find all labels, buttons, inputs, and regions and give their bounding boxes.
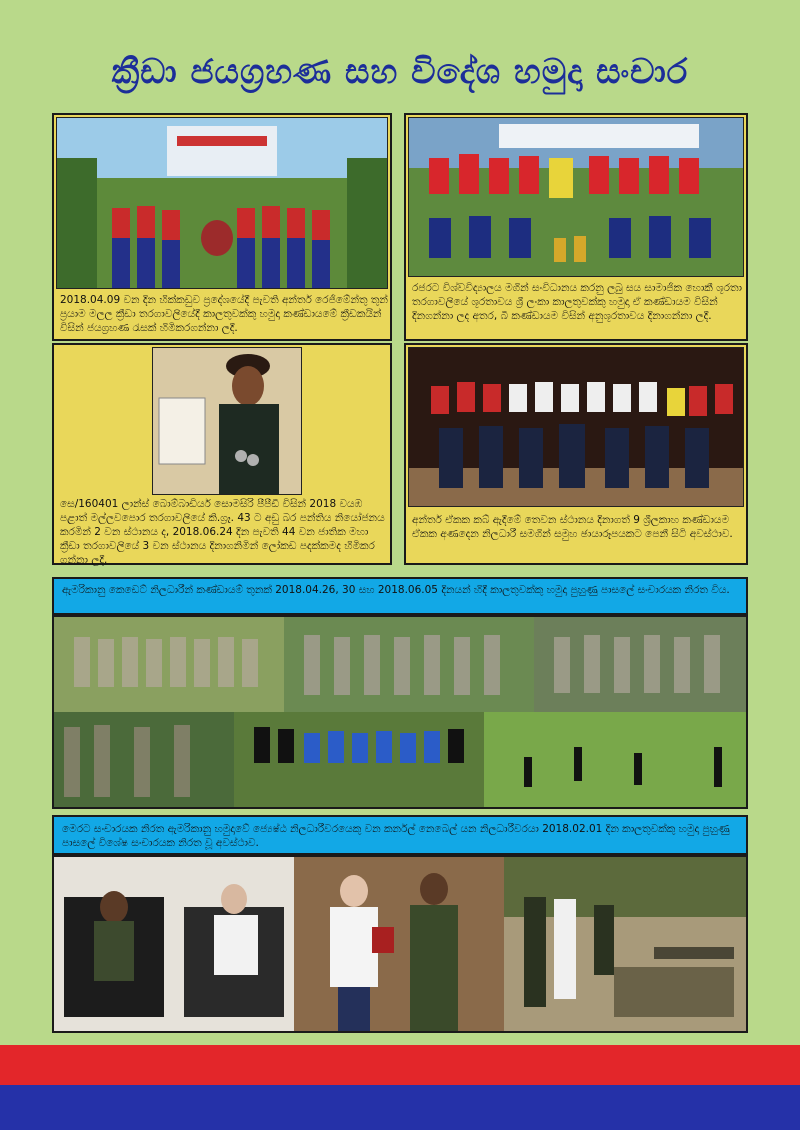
bottom-stripe-red bbox=[0, 1045, 800, 1085]
panel-cadets-visit-caption-bar bbox=[52, 577, 748, 615]
page-title: ක්‍රීඩා ජයග්‍රහණ සහ විදේශ හමුදා සංචාර bbox=[111, 52, 689, 92]
photo-wrestler-medal bbox=[152, 347, 302, 495]
panel-athletics bbox=[52, 113, 392, 341]
photo-tug-of-war-team bbox=[408, 347, 744, 507]
bottom-stripe-blue bbox=[0, 1085, 800, 1130]
panel-wrestling bbox=[52, 343, 392, 565]
panel-colonel-visit-caption-bar bbox=[52, 815, 748, 855]
panel-cadets-visit-caption: ඇමරිකානු කෙඩෙට් නිලධාරීන් කණ්ඩායම් තුනක් 2018.04.26, 30 සහ 2018.06.05 දිනයන් හිදී කාලතුවක්කු හමුදා පුහුණු පාසලේ සංචාරයක නිරත විය. bbox=[62, 584, 730, 596]
panel-wrestling-caption: සෙ/160401 ලාන්ස් බොම්බාඩියර් සොමසිරි පීපීඩී විසින් 2018 වයඹ පළාත් මල්ලවපොර තරගාවලියේ කි.ග්‍රෑ. 43 ට අඩු බර පන්තිය නියෝජනය කරමින් 2 වන ස්ථානය ද, 2018.06.24 දින පැවති 44 වන ජාතික මහා ක්‍රීඩා තරගාවලියේ 3 වන ස්ථානය දිනාගනිමින් ලෝකඩ පදක්කමද හිමිකර ගන්නා ලදී. bbox=[60, 498, 385, 566]
photo-colonel-collage bbox=[52, 855, 748, 1033]
panel-tug-of-war-caption: අන්තර් ඒකක කබ් ඇදීමේ තෙවන ස්ථානය දිනාගත් 9 ශ්‍රීලකාහ කණ්ඩායම ඒකක අණදෙන නිලධාරී සමගින් සමුහ ඡායාරූපයකට පෙනී සිටි අවස්ථාව. bbox=[412, 514, 733, 540]
panel-tug-of-war bbox=[404, 343, 748, 565]
photo-hockey-team bbox=[408, 117, 744, 277]
panel-colonel-visit-caption: මෙරට සංචාරයක නිරත ඇමරිකානු හමුදාවේ ජ්‍යෙෂ්ඨ නිලධාරීවරයෙකු වන කර්නල් නෙබෙල් යන නිලධාරීවරයා 2018.02.01 දින කාලතුවක්කු හමුදා පුහුණු පාසලේ විශේෂ සංචාරයක නිරත වූ අවස්ථාව. bbox=[62, 823, 730, 849]
panel-hockey-caption: රජරට විශ්වවිද්‍යාලය මගින් සංවිධානය කරනු ලබු සය සාමාජික හොකී ශූරතා තරගාවලියේ ශූරතාවය ශ්‍රී ලංකා කාලතුවක්කු හමුදා ඒ කණ්ඩායම විසින් දිනගන්නා ලද අතර, බී කණ්ඩායම විසින් අනුශූරතාවය දිනාගන්නා ලදී. bbox=[412, 282, 742, 322]
panel-hockey bbox=[404, 113, 748, 341]
photo-athletics-team bbox=[56, 117, 388, 289]
panel-athletics-caption: 2018.04.09 වන දින හික්කඩුව ප්‍රදේශයේදී පැවති අන්තර් රෙජිමේන්තු තුන් ප්‍රයාම මලල ක්‍රීඩා තරගාවලියේදී කාලතුවක්කු හමුදා කණ්ඩායමේ ක්‍රීඩකයින් විසින් ජයග්‍රහණ රැසක් හිමිකරගන්නා ලදී. bbox=[60, 294, 388, 334]
photo-cadets-collage bbox=[52, 615, 748, 809]
